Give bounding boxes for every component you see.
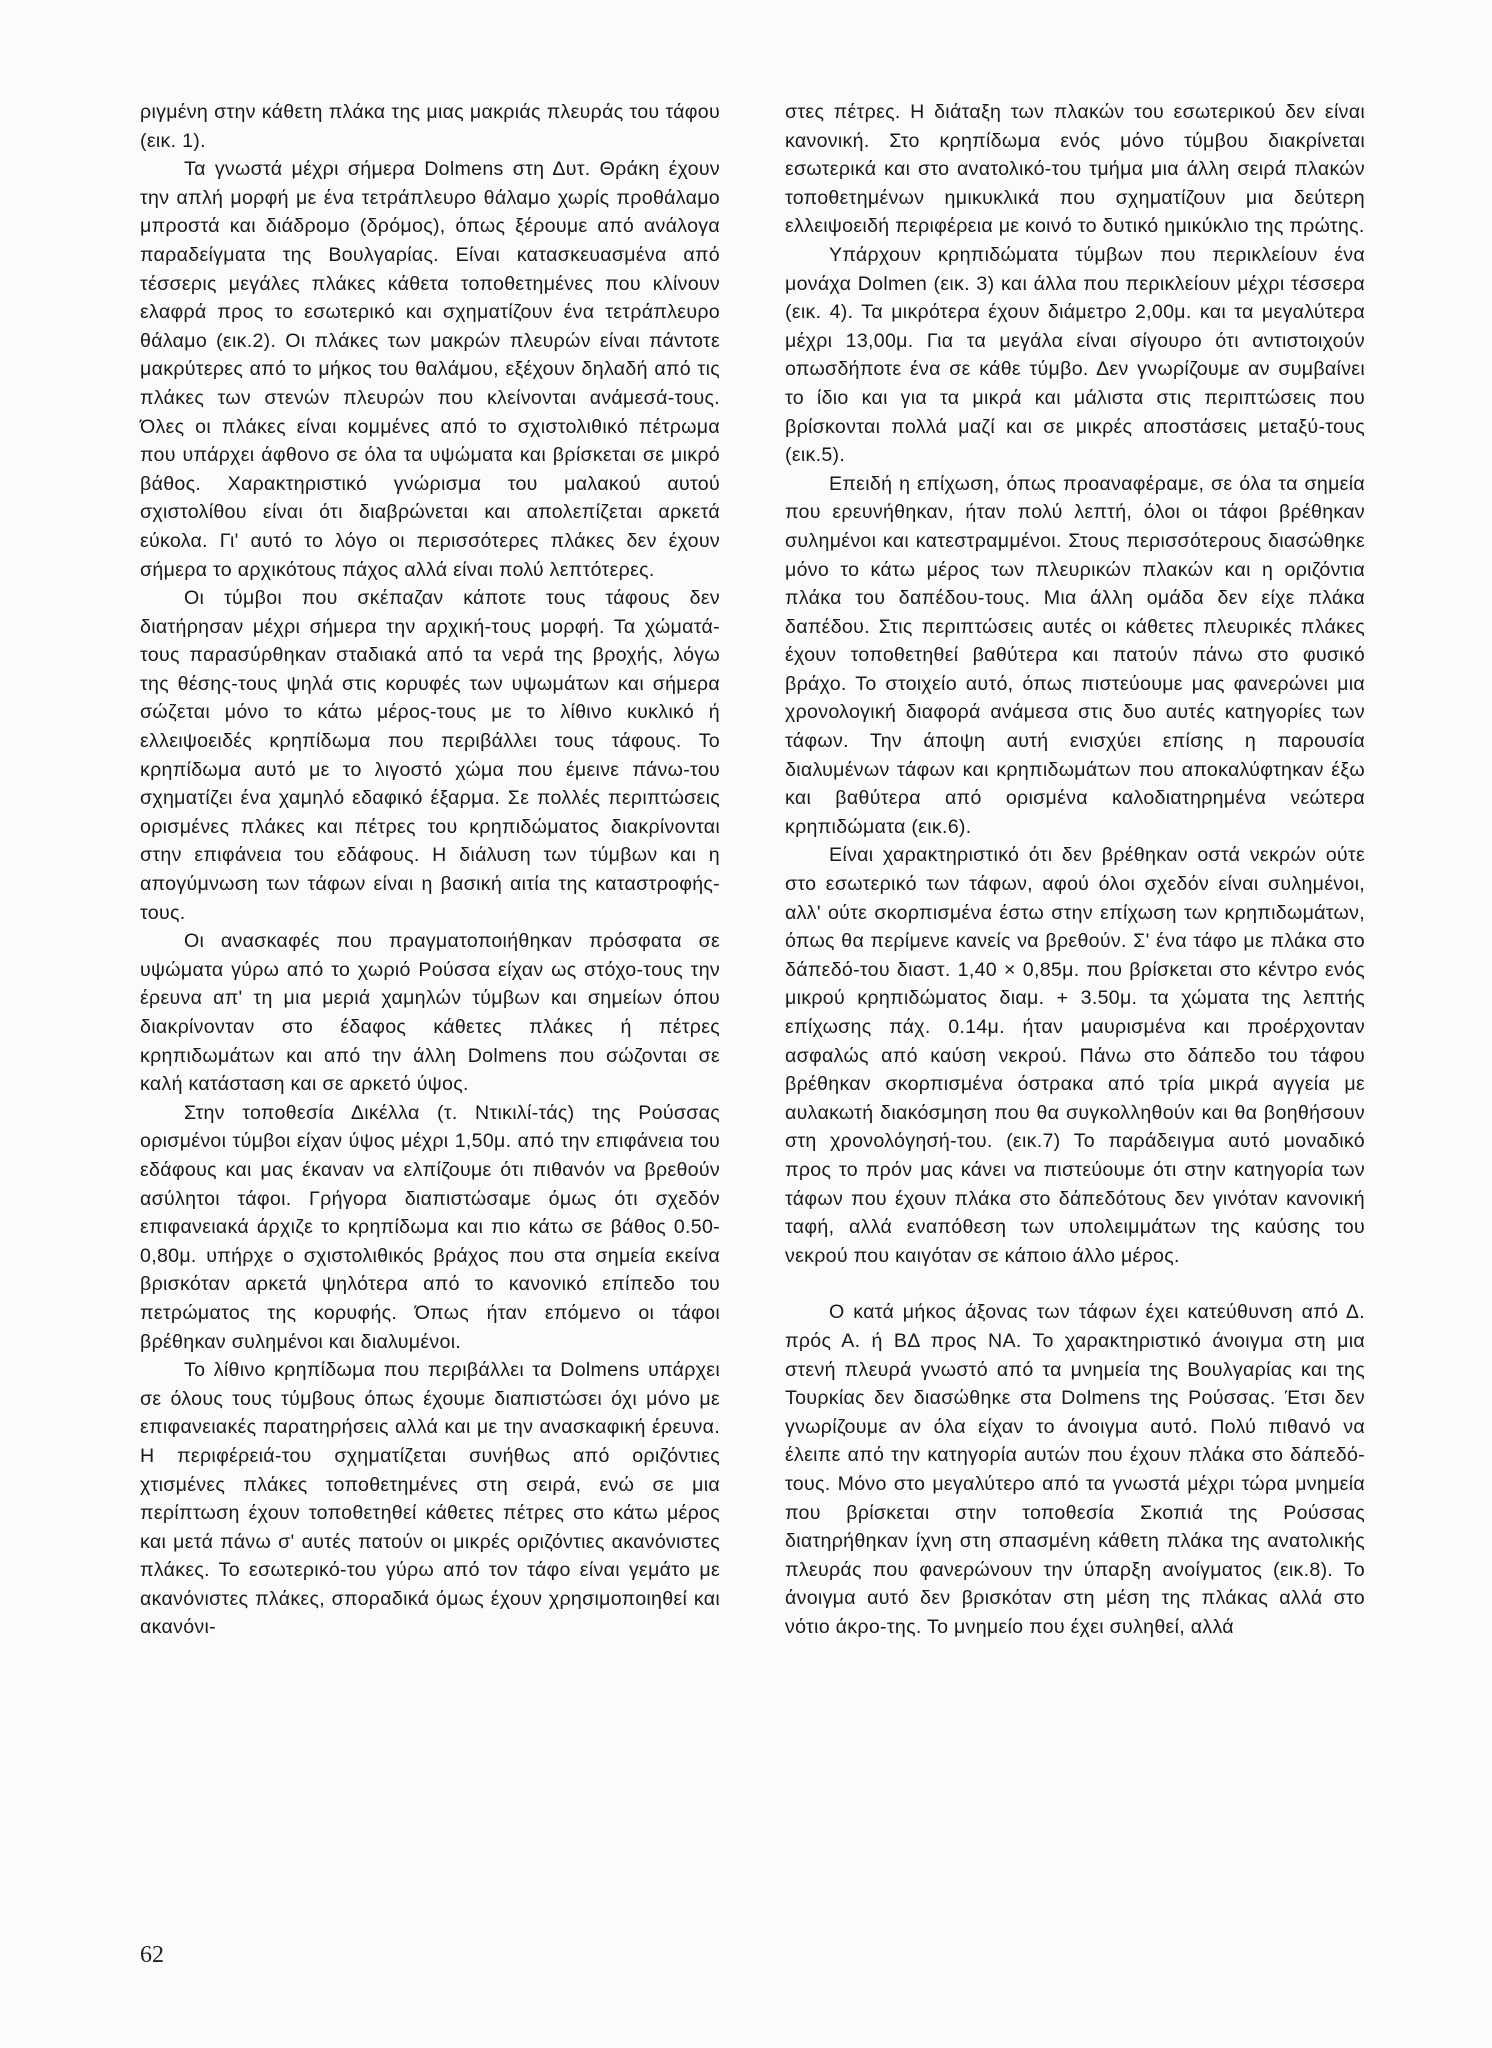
paragraph: Επειδή η επίχωση, όπως προαναφέραμε, σε όλα τα σημεία που ερευνήθηκαν, ήταν πολύ λεπτή, όλοι οι τάφοι βρέθηκαν συλημένοι και κατεστραμμένοι. Στους περισσότερους διασώθηκε μόνο το κάτω μέρος των πλευρικών πλακών και η οριζόντια πλάκα του δαπέδου-τους. Μια άλλη ομάδα δεν είχε πλάκα δαπέδου. Στις περιπτώσεις αυτές οι κάθετες πλευρικές πλάκες έχουν τοποθετηθεί βαθύτερα και πατούν πάνω στο φυσικό βράχο. Το στοιχείο αυτό, όπως πιστεύουμε μας φανερώνει μια χρονολογική διαφορά ανάμεσα στις δυο αυτές κατηγορίες των τάφων. Την άποψη αυτή ενισχύει επίσης η παρουσία διαλυμένων τάφων και κρηπιδωμάτων που αποκαλύφτηκαν έξω και βαθύτερα από ορισμένα καλοδιατηρημένα νεώτερα κρηπιδώματα (εικ.6). xyxy=(785,472,1365,838)
paragraph: Στην τοποθεσία Δικέλλα (τ. Ντικιλί-τάς) της Ρούσσας ορισμένοι τύμβοι είχαν ύψος μέχρι 1,50μ. από την επιφάνεια του εδάφους και μας έκαναν να ελπίζουμε ότι πιθανόν να βρεθούν ασύλητοι τάφοι. Γρήγορα διαπιστώσαμε όμως ότι σχεδόν επιφανειακά άρχιζε το κρηπίδωμα και πιο κάτω σε βάθος 0.50-0,80μ. υπήρχε ο σχιστολιθικός βράχος που στα σημεία εκείνα βρισκόταν αρκετά ψηλότερα από το κανονικό επίπεδο του πετρώματος της κορυφής. Όπως ήταν επόμενο οι τάφοι βρέθηκαν συλημένοι και διαλυμένοι. xyxy=(140,1101,720,1353)
left-column xyxy=(140,98,720,1642)
paragraph: ριγμένη στην κάθετη πλάκα της μιας μακριάς πλευράς του τάφου (εικ. 1). xyxy=(140,101,720,152)
right-column xyxy=(785,98,1365,1641)
paragraph: Υπάρχουν κρηπιδώματα τύμβων που περικλείουν ένα μονάχα Dolmen (εικ. 3) και άλλα που περικλείουν μέχρι τέσσερα (εικ. 4). Τα μικρότερα έχουν διάμετρο 2,00μ. και τα μεγαλύτερα μέχρι 13,00μ. Για τα μεγάλα είναι σίγουρο ότι αντιστοιχούν οπωσδήποτε ένα σε κάθε τύμβο. Δεν γνωρίζουμε αν συμβαίνει το ίδιο και για τα μικρά και μάλιστα στις περιπτώσεις που βρίσκονται πολλά μαζί και σε μικρές αποστάσεις μεταξύ-τους (εικ.5). xyxy=(785,243,1365,467)
paragraph: Το λίθινο κρηπίδωμα που περιβάλλει τα Dolmens υπάρχει σε όλους τους τύμβους όπως έχουμε διαπιστώσει όχι μόνο με επιφανειακές παρατηρήσεις αλλά και με την ανασκαφική έρευνα. Η περιφέρειά-του σχηματίζεται συνήθως από οριζόντιες χτισμένες πλάκες τοποθετημένες στη σειρά, ενώ σε μια περίπτωση έχουν τοποθετηθεί κάθετες πέτρες στο κάτω μέρος και μετά πάνω σ' αυτές πατούν οι μικρές οριζόντιες ακανόνιστες πλάκες. Το εσωτερικό-του γύρω από τον τάφο είναι γεμάτο με ακανόνιστες πλάκες, σποραδικά όμως έχουν χρησιμοποιηθεί και ακανόνι- xyxy=(140,1359,720,1639)
paragraph: Οι ανασκαφές που πραγματοποιήθηκαν πρόσφατα σε υψώματα γύρω από το χωριό Ρούσσα είχαν ως στόχο-τους την έρευνα απ' τη μια μεριά χαμηλών τύμβων και σημείων όπου διακρίνονταν στο έδαφος κάθετες πλάκες ή πέτρες κρηπιδωμάτων και από την άλλη Dolmens που σώζονται σε καλή κατάσταση και σε αρκετό ύψος. xyxy=(140,930,720,1096)
page-number: 62 xyxy=(140,1942,164,1968)
paragraph: Ο κατά μήκος άξονας των τάφων έχει κατεύθυνση από Δ. πρός Α. ή ΒΔ προς ΝΑ. Το χαρακτηριστικό άνοιγμα στη μια στενή πλευρά γνωστό από τα μνημεία της Βουλγαρίας και της Τουρκίας δεν διασώθηκε στα Dolmens της Ρούσσας. Έτσι δεν γνωρίζουμε αν όλα είχαν το άνοιγμα αυτό. Πολύ πιθανό να έλειπε από την κατηγορία αυτών που έχουν πλάκα στο δάπεδό-τους. Μόνο στο μεγαλύτερο από τα γνωστά μέχρι τώρα μνημεία που βρίσκεται στην τοποθεσία Σκοπιά της Ρούσσας διατηρήθηκαν ίχνη στη σπασμένη κάθετη πλάκα της ανατολικής πλευράς που φανερώνουν την ύπαρξη ανοίγματος (εικ.8). Το άνοιγμα αυτό δεν βρισκόταν στη μέση της πλάκας αλλά στο νότιο άκρο-της. Το μνημείο που έχει συληθεί, αλλά xyxy=(785,1301,1365,1638)
paragraph: Τα γνωστά μέχρι σήμερα Dolmens στη Δυτ. Θράκη έχουν την απλή μορφή με ένα τετράπλευρο θάλαμο χωρίς προθάλαμο μπροστά και διάδρομο (δρόμος), όπως ξέρουμε από ανάλογα παραδείγματα της Βουλγαρίας. Είναι κατασκευασμένα από τέσσερις μεγάλες πλάκες κάθετα τοποθετημένες που κλίνουν ελαφρά προς το εσωτερικό και σχηματίζουν ένα τετράπλευρο θάλαμο (εικ.2). Οι πλάκες των μακρών πλευρών είναι πάντοτε μακρύτερες από το μήκος του θαλάμου, εξέχουν δηλαδή από τις πλάκες των στενών πλευρών που κλείνονται ανάμεσά-τους. Όλες οι πλάκες είναι κομμένες από το σχιστολιθικό πέτρωμα που υπάρχει άφθονο σε όλα τα υψώματα και βρίσκεται σε μικρό βάθος. Χαρακτηριστικό γνώρισμα του μαλακού αυτού σχιστολίθου είναι ότι διαβρώνεται και απολεπίζεται αρκετά εύκολα. Γι' αυτό το λόγο οι περισσότερες πλάκες δεν έχουν σήμερα το αρχικότους πάχος αλλά είναι πολύ λεπτότερες. xyxy=(140,158,720,581)
paragraph: στες πέτρες. Η διάταξη των πλακών του εσωτερικού δεν είναι κανονική. Στο κρηπίδωμα ενός μόνο τύμβου διακρίνεται εσωτερικά και στο ανατολικό-του τμήμα μια άλλη σειρά πλακών τοποθετημένων ημικυκλικά που σχηματίζουν μια δεύτερη ελλειψοειδή περιφέρεια με κοινό το δυτικό ημικύκλιο της πρώτης. xyxy=(785,101,1365,238)
paragraph: Είναι χαρακτηριστικό ότι δεν βρέθηκαν οστά νεκρών ούτε στο εσωτερικό των τάφων, αφού όλοι σχεδόν είναι συλημένοι, αλλ' ούτε σκορπισμένα έστω στην επίχωση των κρηπιδωμάτων, όπως θα περίμενε κανείς να βρεθούν. Σ' ένα τάφο με πλάκα στο δάπεδό-του διαστ. 1,40 × 0,85μ. που βρίσκεται στο κέντρο ενός μικρού κρηπιδώματος διαμ. + 3.50μ. τα χώματα της λεπτής επίχωσης πάχ. 0.14μ. ήταν μαυρισμένα και προέρχονταν ασφαλώς από καύση νεκρού. Πάνω στο δάπεδο του τάφου βρέθηκαν σκορπισμένα όστρακα από τρία μικρά αγγεία με αυλακωτή διακόσμηση που θα συγκολληθούν και θα βοηθήσουν στη χρονολόγησή-του. (εικ.7) Το παράδειγμα αυτό μοναδικό προς το πρόν μας κάνει να πιστεύουμε ότι στην κατηγορία των τάφων που έχουν πλάκα στο δάπεδότους δεν γινόταν κανονική ταφή, αλλά εναπόθεση των υπολειμμάτων της καύσης του νεκρού που καιγόταν σε κάποιο άλλο μέρος. xyxy=(785,844,1365,1267)
paragraph: Οι τύμβοι που σκέπαζαν κάποτε τους τάφους δεν διατήρησαν μέχρι σήμερα την αρχική-τους μορφή. Τα χώματά-τους παρασύρθηκαν σταδιακά από τα νερά της βροχής, λόγω της θέσης-τους ψηλά στις κορυφές των υψωμάτων και σήμερα σώζεται μόνο το κάτω μέρος-τους με το λίθινο κυκλικό ή ελλειψοειδές κρηπίδωμα που περιβάλλει τους τάφους. Το κρηπίδωμα αυτό με το λιγοστό χώμα που έμεινε πάνω-του σχηματίζει ένα χαμηλό εδαφικό έξαρμα. Σε πολλές περιπτώσεις ορισμένες πλάκες και πέτρες του κρηπιδώματος διακρίνονται στην επιφάνεια του εδάφους. Η διάλυση των τύμβων και η απογύμνωση των τάφων είναι η βασική αιτία της καταστροφής-τους. xyxy=(140,587,720,924)
